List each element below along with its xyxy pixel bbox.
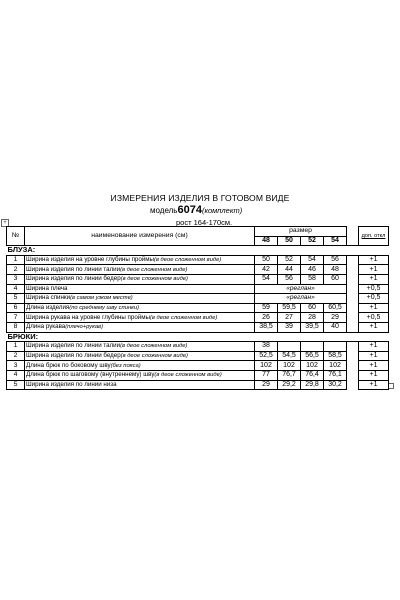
- size-value: 102: [278, 361, 301, 371]
- size-value: 26: [255, 313, 278, 323]
- tolerance-value: +0,5: [359, 313, 389, 323]
- row-number: 2: [7, 351, 25, 361]
- size-value: 29,2: [278, 380, 301, 390]
- size-value: 59: [255, 303, 278, 313]
- spacer-cell: [347, 351, 359, 361]
- measurement-name-cell: [25, 294, 255, 304]
- row-number: 3: [7, 274, 25, 284]
- header-name: наименование измерения (см): [25, 227, 255, 246]
- size-value: 58: [301, 274, 324, 284]
- row-number: 4: [7, 284, 25, 294]
- size-value: 29: [324, 313, 347, 323]
- table-row: [7, 342, 389, 352]
- row-number: 6: [7, 303, 25, 313]
- measurement-name-cell: [25, 342, 255, 352]
- size-value: 60: [301, 303, 324, 313]
- section-title: БЛУЗА:: [7, 246, 389, 256]
- measurement-note: (в деое сложенном виде): [120, 353, 188, 360]
- measurement-name: Длина брюк по боковому шву: [26, 361, 111, 369]
- header-no: №: [7, 227, 25, 246]
- size-value: 39: [278, 322, 301, 332]
- size-value: 42: [255, 265, 278, 275]
- merged-value: «реглан»: [255, 284, 347, 294]
- measurement-name: Ширина спинки: [26, 294, 71, 302]
- measurement-name-cell: [25, 313, 255, 323]
- spacer-cell: [347, 380, 359, 390]
- tolerance-value: +1: [359, 255, 389, 265]
- size-value: 28: [301, 313, 324, 323]
- tolerance-value: +1: [359, 351, 389, 361]
- row-number: 1: [7, 342, 25, 352]
- section-row: [7, 332, 389, 342]
- measurement-name-cell: [25, 361, 255, 371]
- table-row: [7, 361, 389, 371]
- measurement-name: Длина изделия: [26, 304, 70, 312]
- tolerance-value: +1: [359, 361, 389, 371]
- measurement-name-cell: [25, 274, 255, 284]
- row-number: 8: [7, 322, 25, 332]
- spacer-cell: [347, 255, 359, 265]
- model-number: 6074: [177, 204, 202, 216]
- size-value: 77: [255, 370, 278, 380]
- spacer-cell: [347, 313, 359, 323]
- size-value: 30,2: [324, 380, 347, 390]
- measurement-name-cell: [25, 284, 255, 294]
- measurement-name-cell: [25, 255, 255, 265]
- spacer-cell: [347, 361, 359, 371]
- measurement-note: (в деое сложенном виде): [149, 314, 218, 321]
- spacer-cell: [347, 274, 359, 284]
- measurement-note: (в деое сложенном виде): [153, 257, 222, 264]
- size-value: 60: [324, 274, 347, 284]
- size-value: 27: [278, 313, 301, 323]
- model-prefix: модель: [150, 206, 178, 215]
- measurement-note: (без пояса): [110, 362, 141, 369]
- size-value: 54: [255, 274, 278, 284]
- size-value: 44: [278, 265, 301, 275]
- size-value: [301, 342, 324, 352]
- measurement-name-cell: [25, 303, 255, 313]
- measurement-note: (в деое сложенном виде): [120, 276, 188, 283]
- tolerance-value: +1: [359, 342, 389, 352]
- size-header: 48: [255, 236, 278, 246]
- size-value: 52: [278, 255, 301, 265]
- row-number: 5: [7, 294, 25, 304]
- measurement-name: Ширина рукава на уровне глубины проймы: [26, 313, 150, 321]
- table-row: [7, 380, 389, 390]
- size-header: 52: [301, 236, 324, 246]
- height-line: рост 164-170см.: [176, 218, 233, 227]
- size-value: 56: [278, 274, 301, 284]
- tolerance-value: +1: [359, 322, 389, 332]
- measurement-name: Ширина изделия по линии низа: [26, 380, 117, 388]
- size-value: 102: [324, 361, 347, 371]
- model-suffix: (комплект): [201, 206, 243, 215]
- model-line: [150, 204, 242, 216]
- size-value: 102: [301, 361, 324, 371]
- table-row: [7, 284, 389, 294]
- row-number: 4: [7, 370, 25, 380]
- row-number: 1: [7, 255, 25, 265]
- table-row: [7, 322, 389, 332]
- size-value: 29: [255, 380, 278, 390]
- size-value: [278, 342, 301, 352]
- table-row: [7, 265, 389, 275]
- size-value: 54: [301, 255, 324, 265]
- tolerance-value: +1: [359, 303, 389, 313]
- document-title: ИЗМЕРЕНИЯ ИЗДЕЛИЯ В ГОТОВОМ ВИДЕ: [110, 193, 290, 203]
- table-row: [7, 351, 389, 361]
- spacer-cell: [347, 265, 359, 275]
- size-value: 52,5: [255, 351, 278, 361]
- size-value: 56: [324, 255, 347, 265]
- measurement-note: (в деое сложенном виде): [120, 266, 188, 273]
- tolerance-value: +1: [359, 370, 389, 380]
- size-header: 50: [278, 236, 301, 246]
- size-value: 59,5: [278, 303, 301, 313]
- tolerance-value: +1: [359, 265, 389, 275]
- measurement-name-cell: [25, 351, 255, 361]
- table-row: [7, 313, 389, 323]
- measurement-name: Ширина изделия на уровне глубины проймы: [26, 256, 154, 264]
- size-value: 46: [301, 265, 324, 275]
- measurement-note: (по среднему шву спинки): [69, 305, 140, 312]
- row-number: 3: [7, 361, 25, 371]
- spacer-cell: [347, 370, 359, 380]
- measurement-note: (в самом узком месте): [70, 295, 133, 302]
- size-value: 76,7: [278, 370, 301, 380]
- section-row: [7, 246, 389, 256]
- measurement-note: (плечо+рукав): [65, 324, 103, 331]
- measurement-name-cell: [25, 370, 255, 380]
- tolerance-value: +1: [359, 380, 389, 390]
- size-value: 38,5: [255, 322, 278, 332]
- header-size: размер: [255, 227, 347, 237]
- table-row: [7, 294, 389, 304]
- measurement-name: Ширина изделия по линии талии: [26, 265, 121, 273]
- table-row: [7, 370, 389, 380]
- size-value: 48: [324, 265, 347, 275]
- size-value: 29,8: [301, 380, 324, 390]
- spacer-cell: [347, 284, 359, 294]
- measurement-name-cell: [25, 380, 255, 390]
- tolerance-value: +1: [359, 274, 389, 284]
- table-row: [7, 255, 389, 265]
- table-move-handle-icon[interactable]: +: [1, 219, 9, 227]
- measurement-name: Ширина плеча: [26, 284, 68, 292]
- measurement-name: Длина брюк по шаговому (внутреннему) шву: [26, 371, 155, 379]
- size-value: 56,5: [301, 351, 324, 361]
- header-spacer: [347, 227, 359, 246]
- measurement-note: (в деое сложенном виде): [154, 372, 222, 379]
- tolerance-value: +0,5: [359, 294, 389, 304]
- section-title: БРЮКИ:: [7, 332, 389, 342]
- size-value: 50: [255, 255, 278, 265]
- header-tolerance: доп. откл: [359, 227, 389, 246]
- spacer-cell: [347, 303, 359, 313]
- measurement-name: Ширина изделия по линии бедер: [26, 352, 121, 360]
- size-value: 38: [255, 342, 278, 352]
- row-number: 5: [7, 380, 25, 390]
- size-value: 39,5: [301, 322, 324, 332]
- measurement-name: Длина рукава: [26, 323, 66, 331]
- size-value: 76,1: [324, 370, 347, 380]
- measurement-note: (в деое сложенном виде): [120, 343, 188, 350]
- spacer-cell: [347, 342, 359, 352]
- measurement-name-cell: [25, 322, 255, 332]
- size-header: 54: [324, 236, 347, 246]
- size-value: 102: [255, 361, 278, 371]
- table-row: [7, 303, 389, 313]
- measurement-table: [6, 226, 389, 390]
- spacer-cell: [347, 294, 359, 304]
- measurement-name: Ширина изделия по линии талии: [26, 342, 121, 350]
- merged-value: «реглан»: [255, 294, 347, 304]
- row-number: 7: [7, 313, 25, 323]
- tolerance-value: +0,5: [359, 284, 389, 294]
- size-value: 40: [324, 322, 347, 332]
- row-number: 2: [7, 265, 25, 275]
- table-header-row: [7, 227, 389, 237]
- size-value: 58,5: [324, 351, 347, 361]
- measurement-name-cell: [25, 265, 255, 275]
- size-value: [324, 342, 347, 352]
- size-value: 54,5: [278, 351, 301, 361]
- size-value: 76,4: [301, 370, 324, 380]
- size-value: 60,5: [324, 303, 347, 313]
- measurement-name: Ширина изделия по линии бедер: [26, 275, 121, 283]
- table-row: [7, 274, 389, 284]
- spacer-cell: [347, 322, 359, 332]
